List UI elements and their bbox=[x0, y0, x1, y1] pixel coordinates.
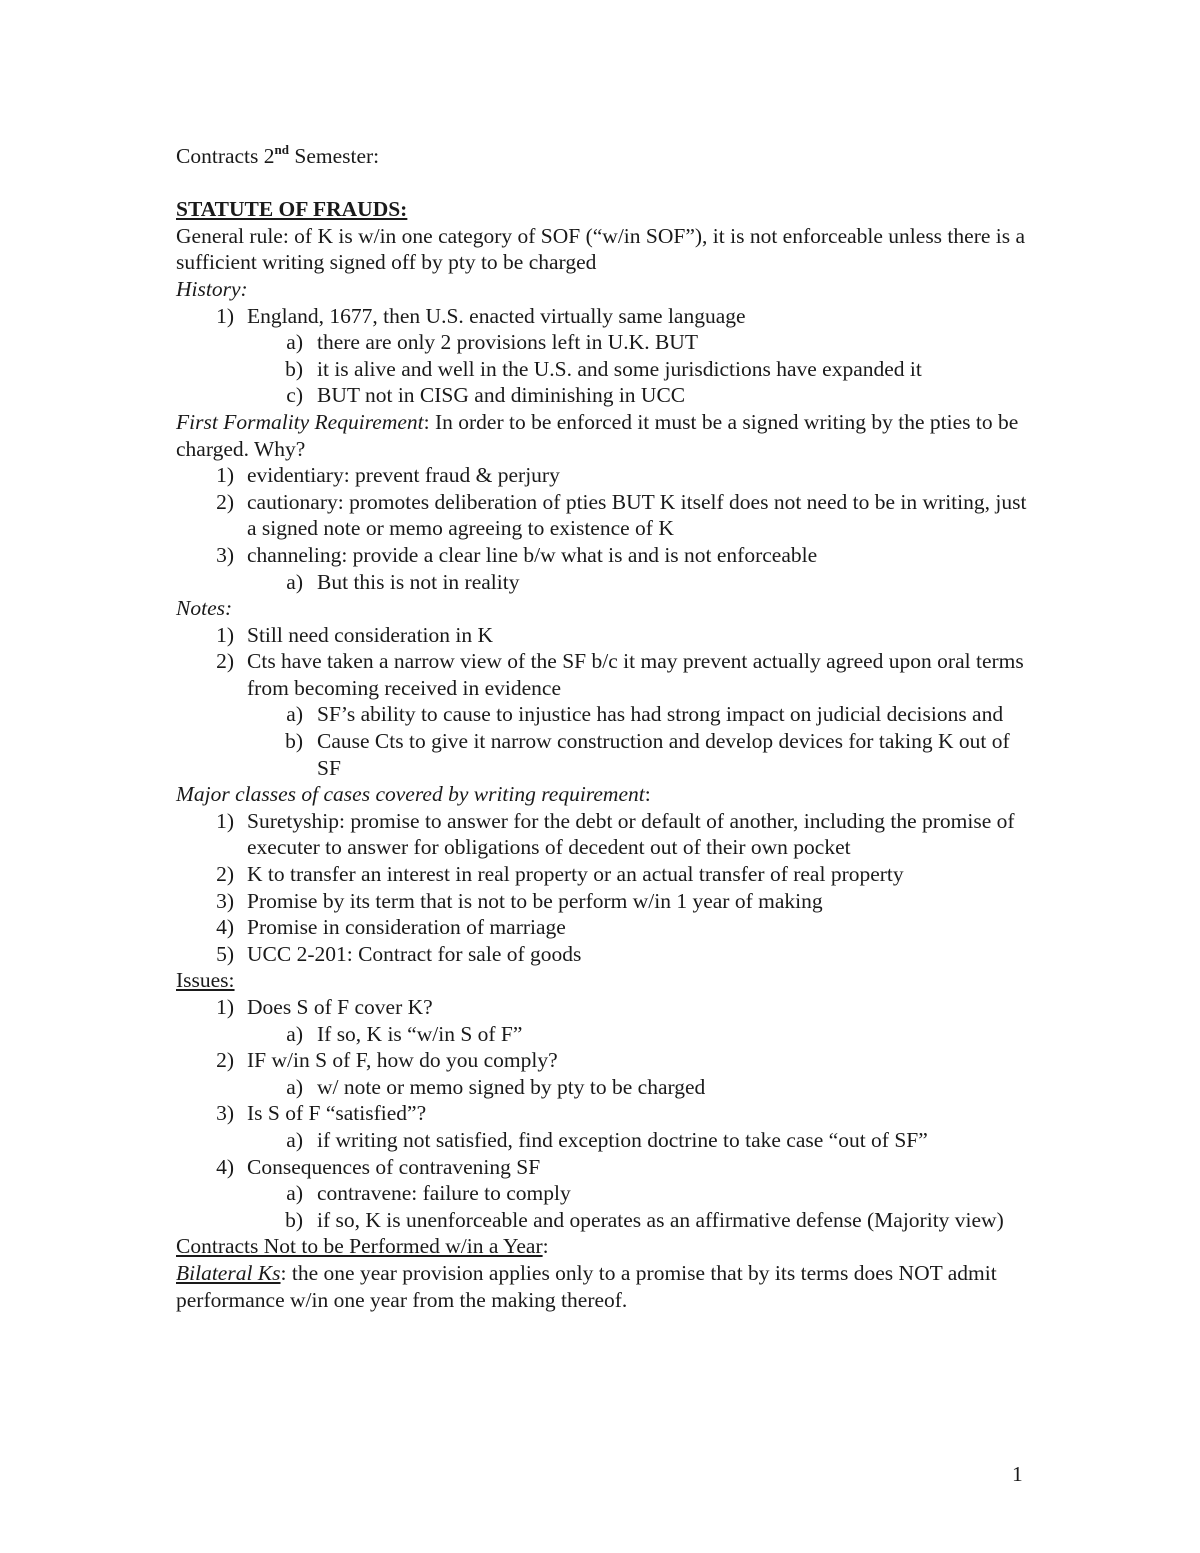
sub-list-item: a) But this is not in reality bbox=[286, 569, 520, 594]
list-item: 1) evidentiary: prevent fraud & perjury bbox=[216, 463, 560, 488]
year-section-label: Contracts Not to be Performed w/in a Year bbox=[176, 1234, 543, 1259]
page-number: 1 bbox=[1012, 1462, 1023, 1486]
list-item: 2) IF w/in S of F, how do you comply? bbox=[216, 1048, 558, 1073]
document-title bbox=[176, 143, 1036, 170]
major-classes-heading: Major classes of cases covered by writing requirement: bbox=[176, 782, 651, 807]
title-prefix: Contracts 2 bbox=[176, 144, 275, 168]
sub-list-item: b) it is alive and well in the U.S. and some jurisdictions have expanded it bbox=[285, 356, 922, 381]
list-item: 2) K to transfer an interest in real property or an actual transfer of real property bbox=[216, 862, 904, 887]
list-item: 3) Promise by its term that is not to be perform w/in 1 year of making bbox=[216, 888, 823, 913]
sub-list-item: b) if so, K is unenforceable and operates as an affirmative defense (Majority view) bbox=[285, 1207, 1004, 1232]
notes-label: Notes: bbox=[176, 596, 233, 621]
title-suffix: Semester: bbox=[289, 144, 380, 168]
spacer bbox=[176, 170, 1036, 197]
list-item: 2) cautionary: promotes deliberation of pties BUT K itself does not need to be in writing, just a signed note or memo agreeing to existence of K bbox=[216, 489, 1027, 541]
list-item: 1) Suretyship: promise to answer for the debt or default of another, including the promise of executer to answer for obligations of decedent out of their own pocket bbox=[216, 808, 1015, 860]
list-item: 3) Is S of F “satisfied”? bbox=[216, 1101, 427, 1126]
general-rule: General rule: of K is w/in one category of SOF (“w/in SOF”), it is not enforceable unless there is a sufficient writing signed off by pty to be charged bbox=[176, 223, 1026, 275]
sub-list-item: a) there are only 2 provisions left in U.K. BUT bbox=[286, 330, 698, 355]
bilateral-text: : the one year provision applies only to a promise that by its terms does NOT admit performance w/in one year from the making thereof. bbox=[176, 1260, 997, 1312]
sub-list-item: c) BUT not in CISG and diminishing in UCC bbox=[286, 383, 686, 408]
bilateral-paragraph bbox=[176, 1260, 1036, 1313]
sub-list-item: b) Cause Cts to give it narrow construction and develop devices for taking K out of SF bbox=[285, 729, 1010, 780]
list-item: 1) England, 1677, then U.S. enacted virtually same language bbox=[216, 303, 746, 328]
list-item: 5) UCC 2-201: Contract for sale of goods bbox=[216, 941, 582, 966]
sub-list-item: a) w/ note or memo signed by pty to be charged bbox=[286, 1074, 706, 1099]
list-item: 1) Still need consideration in K bbox=[216, 622, 494, 647]
sub-list-item: a) contravene: failure to comply bbox=[286, 1181, 571, 1206]
issues-label: Issues: bbox=[176, 968, 235, 993]
bilateral-label: Bilateral Ks bbox=[176, 1260, 281, 1285]
first-formality-text: : In order to be enforced it must be a signed writing by the pties to be charged. Why? bbox=[176, 409, 1019, 461]
document-page bbox=[176, 143, 1036, 1313]
list-item: 3) channeling: provide a clear line b/w what is and is not enforceable bbox=[216, 542, 818, 567]
history-label: History: bbox=[176, 276, 248, 301]
first-formality-paragraph bbox=[176, 409, 1036, 462]
list-item: 2) Cts have taken a narrow view of the SF b/c it may prevent actually agreed upon oral terms from becoming received in evidence bbox=[216, 649, 1024, 700]
year-section-heading: Contracts Not to be Performed w/in a Year: bbox=[176, 1234, 549, 1259]
title-superscript: nd bbox=[274, 142, 289, 157]
section-heading: STATUTE OF FRAUDS: bbox=[176, 197, 408, 222]
sub-list-item: a) SF’s ability to cause to injustice has had strong impact on judicial decisions and bbox=[286, 702, 1004, 727]
major-classes-label: Major classes of cases covered by writing requirement bbox=[176, 782, 645, 807]
list-item: 4) Consequences of contravening SF bbox=[216, 1154, 541, 1179]
list-item: 1) Does S of F cover K? bbox=[216, 995, 433, 1019]
sub-list-item: a) If so, K is “w/in S of F” bbox=[286, 1021, 523, 1046]
first-formality-label: First Formality Requirement bbox=[176, 409, 424, 434]
sub-list-item: a) if writing not satisfied, find exception doctrine to take case “out of SF” bbox=[286, 1127, 928, 1152]
list-item: 4) Promise in consideration of marriage bbox=[216, 915, 566, 940]
